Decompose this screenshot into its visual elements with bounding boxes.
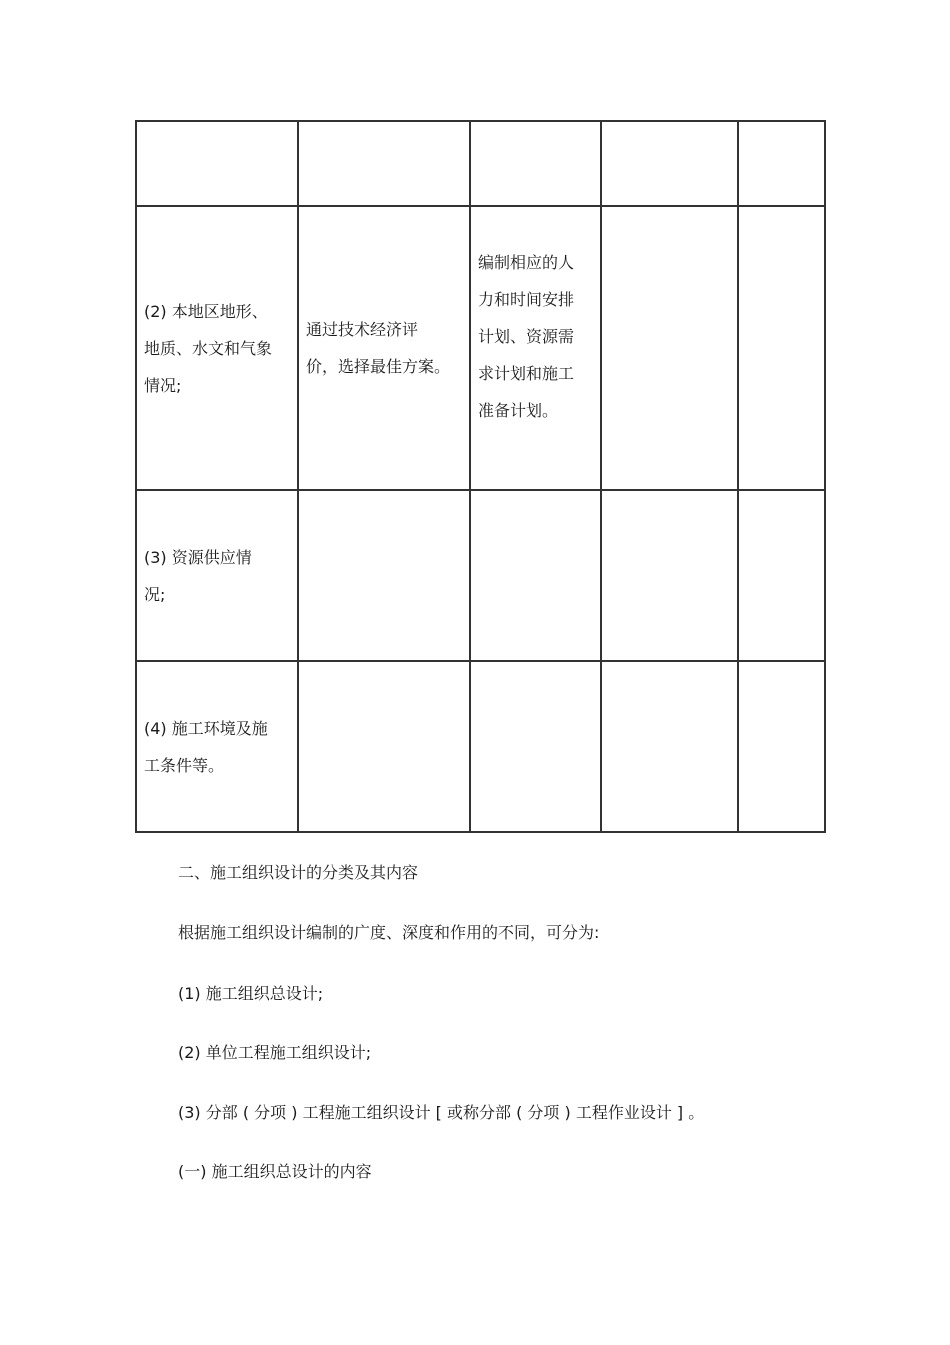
table-cell (298, 490, 470, 661)
table-row (136, 121, 825, 206)
table-cell (738, 661, 825, 832)
table-cell: (4) 施工环境及施 工条件等。 (136, 661, 298, 832)
table-cell (298, 661, 470, 832)
table-cell (738, 490, 825, 661)
list-item: (1) 施工组织总设计; (178, 984, 324, 1003)
table-cell (601, 206, 738, 490)
table-cell: (2) 本地区地形、 地质、水文和气象 情况; (136, 206, 298, 490)
table-cell (298, 121, 470, 206)
table-row (136, 661, 825, 832)
table-cell (470, 490, 601, 661)
table-cell (601, 121, 738, 206)
table-cell (738, 206, 825, 490)
table-cell (470, 121, 601, 206)
list-item: (3) 分部 ( 分项 ) 工程施工组织设计 [ 或称分部 ( 分项 ) 工程作业设计 ] 。 (178, 1103, 705, 1122)
table-cell: 通过技术经济评 价，选择最佳方案。 (298, 206, 470, 490)
table-cell (738, 121, 825, 206)
content-table (135, 120, 826, 833)
table-cell: (3) 资源供应情 况; (136, 490, 298, 661)
table-cell (601, 490, 738, 661)
subsection-heading: (一) 施工组织总设计的内容 (178, 1162, 372, 1181)
list-item: (2) 单位工程施工组织设计; (178, 1043, 372, 1062)
table-cell (136, 121, 298, 206)
table-row (136, 206, 825, 490)
table-cell: 编制相应的人 力和时间安排 计划、资源需 求计划和施工 准备计划。 (470, 206, 601, 490)
intro-paragraph: 根据施工组织设计编制的广度、深度和作用的不同，可分为: (178, 923, 600, 942)
table-cell (470, 661, 601, 832)
table-row (136, 490, 825, 661)
table-cell (601, 661, 738, 832)
section-heading: 二、施工组织设计的分类及其内容 (178, 863, 419, 882)
